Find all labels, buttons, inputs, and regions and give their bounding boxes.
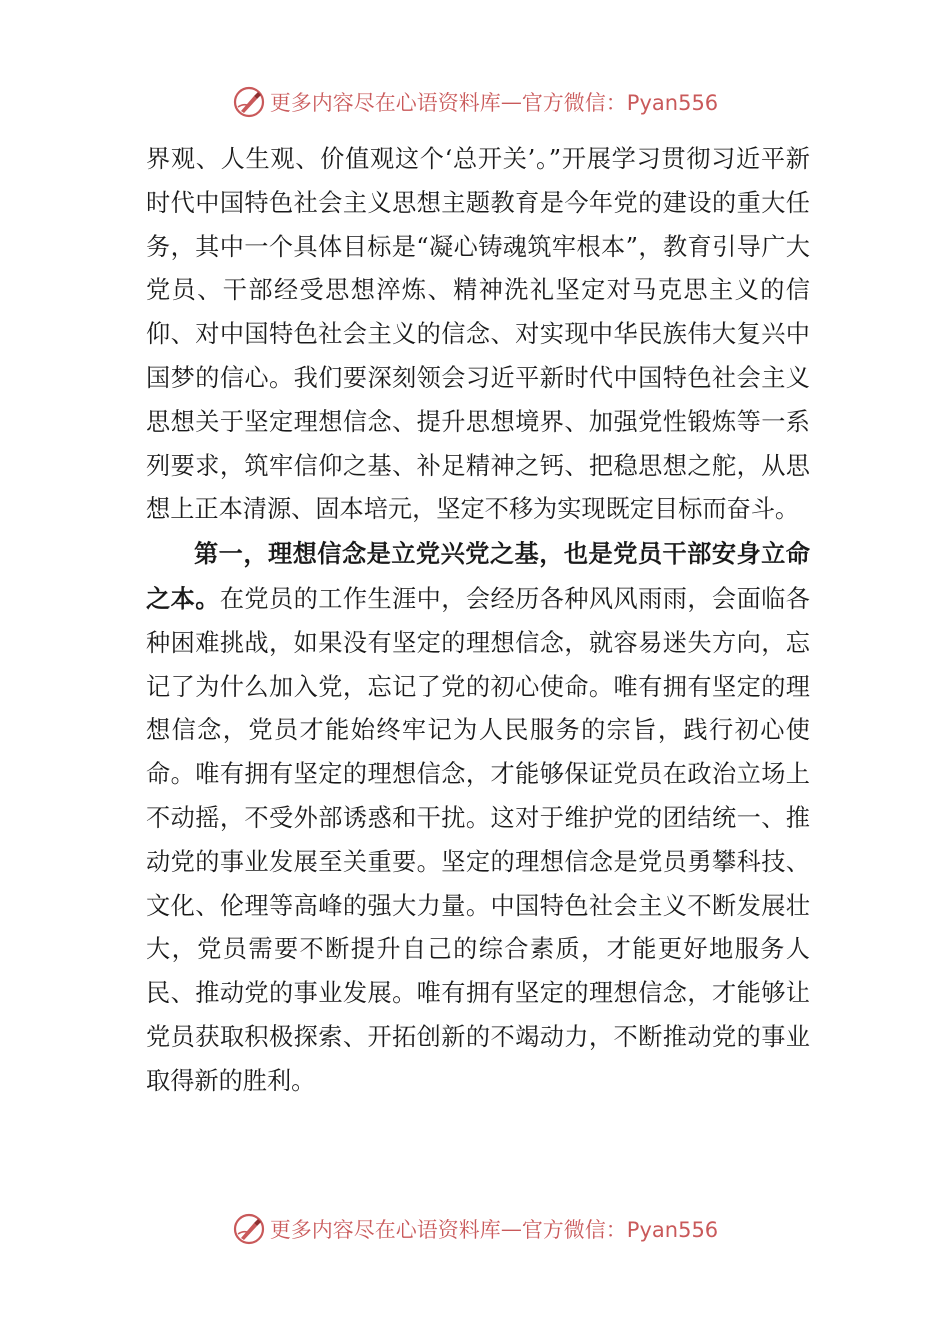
paragraph-2-lead: 第一，理想信念是立党兴党之基，也是党员干部安身立命之本。 [146, 539, 810, 613]
pen-logo-icon [232, 1212, 266, 1246]
banner-separator: — [500, 90, 522, 114]
pen-logo-icon [232, 85, 266, 119]
brand-text: 更多内容尽在心语资料库 [269, 91, 501, 115]
paragraph-1-text: 界观、人生观、价值观这个‘总开关’。”开展学习贯彻习近平新时代中国特色社会主义思想主题教育是今年党的建设的重大任务，其中一个具体目标是“凝心铸魂筑牢根本”，教育引导广大党员、干部经受思想淬炼、精神洗礼坚定对马克思主义的信仰、对中国特色社会主义的信念、对实现中华民族伟大复兴中国梦的信心。我们要深刻领会习近平新时代中国特色社会主义思想关于坚定理想信念、提升思想境界、加强党性锻炼等一系列要求，筑牢信仰之基、补足精神之钙、把稳思想之舵，从思想上正本清源、固本培元，坚定不移为实现既定目标而奋斗。 [146, 145, 810, 524]
paragraph-2-text: 在党员的工作生涯中，会经历各种风风雨雨，会面临各种困难挑战，如果没有坚定的理想信念，就容易迷失方向，忘记了为什么加入党，忘记了党的初心使命。唯有拥有坚定的理想信念，党员才能始终牢记为人民服务的宗旨，践行初心使命。唯有拥有坚定的理想信念，才能够保证党员在政治立场上不动摇，不受外部诱惑和干扰。这对于维护党的团结统一、推动党的事业发展至关重要。坚定的理想信念是党员勇攀科技、文化、伦理等高峰的强大力量。中国特色社会主义不断发展壮大，党员需要不断提升自己的综合素质，才能更好地服务人民、推动党的事业发展。唯有拥有坚定的理想信念，才能够让党员获取积极探索、开拓创新的不竭动力，不断推动党的事业取得新的胜利。 [146, 584, 810, 1095]
header-banner [0, 82, 950, 122]
banner-separator: — [500, 1217, 522, 1241]
paragraph-2 [146, 532, 810, 1103]
document-body [146, 138, 810, 1104]
wechat-id: 官方微信：Pyan556 [521, 1218, 719, 1242]
footer-banner [0, 1209, 950, 1249]
wechat-id: 官方微信：Pyan556 [521, 91, 719, 115]
brand-text: 更多内容尽在心语资料库 [269, 1218, 501, 1242]
paragraph-1 [146, 138, 810, 532]
